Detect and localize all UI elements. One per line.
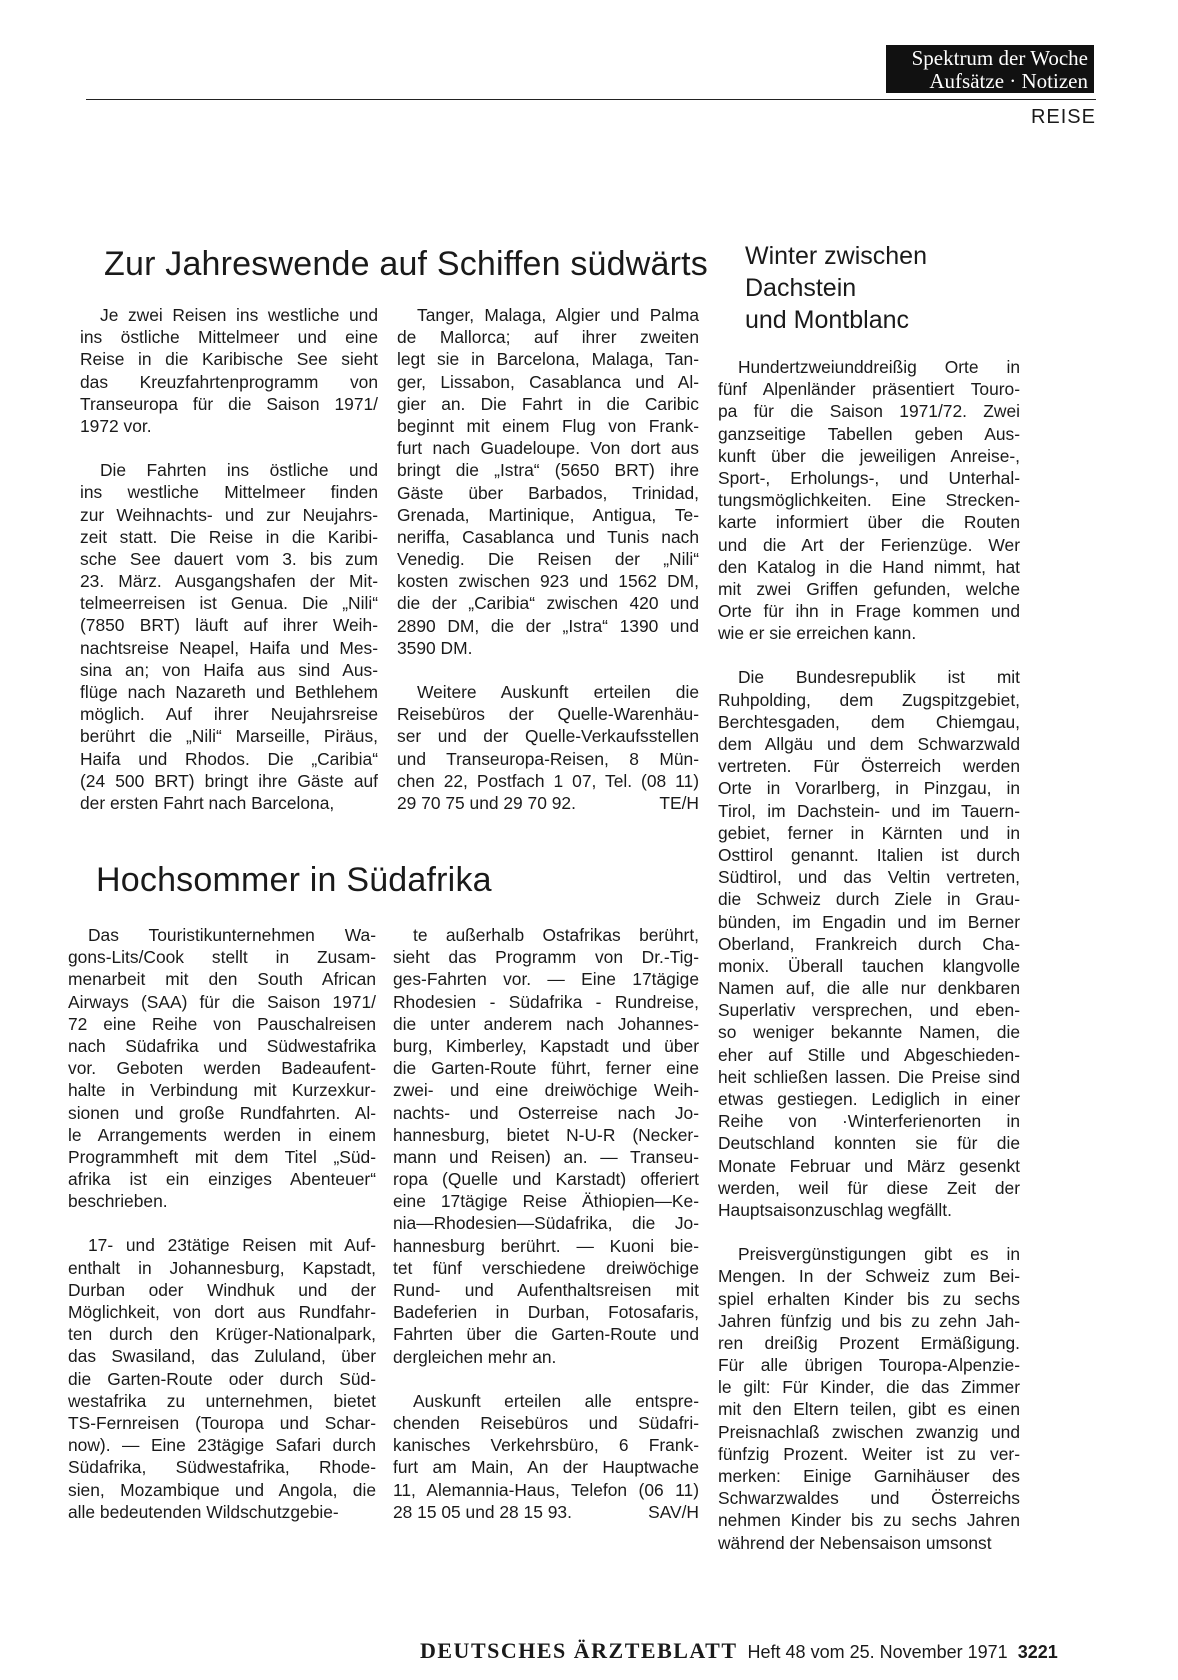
text-line: Programmheft mit dem Titel „Süd- — [68, 1146, 376, 1167]
text-line: Airways (SAA) für die Saison 1971/ — [68, 991, 376, 1012]
paragraph — [397, 304, 699, 659]
text-line: Die Fahrten ins östliche und — [100, 460, 378, 481]
text-line: ges-Fahrten vor. — Eine 17tägige — [393, 969, 699, 990]
text-line: berührt die „Nili“ Marseille, Piräus, — [80, 726, 378, 747]
text-line: Berchtesgaden, dem Chiemgau, — [718, 711, 1020, 732]
text-line: halte in Verbindung mit Kurzexkur- — [68, 1080, 376, 1101]
text-line: Möglichkeit, von dort aus Rundfahr- — [68, 1302, 376, 1322]
text-line: kanisches Verkehrsbüro, 6 Frank- — [393, 1435, 699, 1456]
article-title-winter — [745, 240, 927, 336]
text-line: während der Nebensaison umsonst — [718, 1532, 992, 1553]
text-line: spiel erhalten Kinder bis zu sechs — [718, 1288, 1020, 1309]
issue-info: Heft 48 vom 25. November 1971 — [747, 1642, 1008, 1662]
text-line: pa für die Saison 1971/72. Zwei — [718, 401, 1020, 422]
text-line: tet fünf verschiedene dreiwöchige — [393, 1257, 699, 1278]
text-line: furt am Main, An der Hauptwache — [393, 1457, 699, 1478]
text-line: ins östliche Mittelmeer und eine — [80, 327, 378, 348]
text-line: sina an; von Haifa aus sind Aus- — [80, 659, 378, 680]
paragraph — [80, 459, 378, 814]
text-line: mann und Reisen) an. — Transeu- — [393, 1146, 699, 1167]
text-line: zwei- und eine dreiwöchige Weih- — [393, 1080, 699, 1101]
text-line: gons-Lits/Cook stellt in Zusam- — [68, 947, 376, 968]
text-line: Durban oder Windhuk und der — [68, 1279, 376, 1300]
text-line: menarbeit mit den South African — [68, 969, 376, 990]
paragraph — [393, 924, 699, 1368]
text-line: und die Art der Ferienzüge. Wer — [718, 534, 1020, 555]
text-line: TS-Fernreisen (Touropa und Schar- — [68, 1412, 376, 1433]
text-line: monix. Überall tauchen klangvolle — [718, 955, 1020, 976]
text-line: Hundertzweiunddreißig Orte in — [738, 357, 1020, 377]
section-title: REISE — [1030, 106, 1096, 128]
paragraph — [393, 1390, 699, 1523]
article-title-winter-line: Dachstein — [745, 274, 857, 302]
text-line: Das Touristikunternehmen Wa- — [88, 925, 376, 945]
text-line: zur Weihnachts- und zur Neujahrs- — [80, 504, 378, 525]
text-line: Preisnachlaß zwischen zwanzig und — [718, 1421, 1020, 1442]
text-line: Südtirol, und das Veltin vertreten, — [718, 867, 1020, 888]
text-line: le Arrangements werden in einem — [68, 1124, 376, 1145]
text-line: Mengen. In der Schweiz zum Bei- — [718, 1266, 1020, 1287]
text-line: das Swasiland, das Zululand, über — [68, 1346, 376, 1367]
text-line: dem Allgäu und dem Schwarzwald — [718, 734, 1020, 754]
article-schiffe-col2 — [397, 304, 699, 814]
text-line: nia—Rhodesien—Südafrika, die Jo- — [393, 1213, 699, 1234]
text-line: so weniger bekannte Namen, die — [718, 1022, 1020, 1043]
text-line: ser und der Quelle-Verkaufsstellen — [397, 726, 699, 747]
paragraph — [80, 304, 378, 437]
text-line: 3590 DM. — [397, 637, 473, 658]
text-line: Tanger, Malaga, Algier und Palma — [417, 305, 699, 325]
text-line: möglich. Auf ihrer Neujahrsreise — [80, 704, 378, 725]
text-line: die Garten-Route führt, ferner eine — [393, 1058, 699, 1079]
text-line: Superlativ versprechen, und eben- — [718, 1000, 1020, 1021]
text-line: bünden, im Engadin und im Berner — [718, 911, 1020, 932]
text-line: ger, Lissabon, Casablanca und Al- — [397, 371, 699, 392]
text-line: vor. Geboten werden Badeaufent- — [68, 1058, 376, 1079]
text-line: Badeferien in Durban, Fotosafaris, — [393, 1302, 699, 1323]
text-line: Haifa und Rhodos. Die „Caribia“ — [80, 748, 378, 769]
text-line: neriffa, Casablanca und Tunis nach — [397, 526, 699, 547]
article-title-suedafrika: Hochsommer in Südafrika — [96, 861, 492, 899]
article-winter-col — [718, 356, 1020, 1554]
text-line: enthalt in Johannesburg, Kapstadt, — [68, 1257, 376, 1278]
text-line: Reise in die Karibische See sieht — [80, 349, 378, 370]
text-line: afrika ist ein einziges Abenteuer“ — [68, 1169, 376, 1190]
text-line: tungsmöglichkeiten. Eine Strecken- — [718, 490, 1020, 511]
text-line: fünfzig Prozent. Weiter ist zu ver- — [718, 1443, 1020, 1464]
text-line: 17- und 23tätige Reisen mit Auf- — [88, 1235, 376, 1256]
article-title-winter-line: Winter zwischen — [745, 242, 927, 270]
text-line: Weitere Auskunft erteilen die — [417, 682, 699, 702]
text-line: te außerhalb Ostafrikas berührt, — [413, 925, 699, 945]
text-line: sieht das Programm von Dr.-Tig- — [393, 947, 699, 968]
text-line: vertreten. Für Österreich werden — [718, 756, 1020, 777]
text-line: die Schweiz durch Ziele in Grau- — [718, 889, 1020, 910]
text-line: eher auf Stille und Abgeschieden- — [718, 1044, 1020, 1065]
text-line: Fahrten über die Garten-Route und — [393, 1324, 699, 1345]
text-line: burg, Kimberley, Kapstadt und über — [393, 1035, 699, 1056]
text-line: karte informiert über die Routen — [718, 512, 1020, 533]
text-line: telmeerreisen ist Genua. Die „Nili“ — [80, 593, 378, 614]
text-line: zeit statt. Die Reise in die Karibi- — [80, 526, 378, 547]
section-label-line2: Aufsätze · Notizen — [929, 69, 1088, 93]
text-line: merken: Einige Garnihäuser des — [718, 1466, 1020, 1486]
text-line: Venedig. Die Reisen der „Nili“ — [397, 549, 699, 570]
text-line: Namen auf, die alle nur denkbaren — [718, 978, 1020, 999]
text-line: chen 22, Postfach 1 07, Tel. (08 11) — [397, 770, 699, 791]
text-line: Hauptsaisonzuschlag wegfällt. — [718, 1199, 952, 1220]
text-line: ins westliche Mittelmeer finden — [80, 482, 378, 503]
paragraph — [68, 924, 376, 1212]
text-line: gier an. Die Fahrt in die Caribic — [397, 393, 699, 414]
text-line: sche See dauert vom 3. bis zum — [80, 548, 378, 569]
text-line: kosten zwischen 923 und 1562 DM, — [397, 571, 699, 592]
text-line: legt sie in Barcelona, Malaga, Tan- — [397, 349, 699, 370]
text-line: gebiet, ferner in Kärnten und in — [718, 822, 1020, 843]
text-line: wie er sie erreichen kann. — [718, 623, 917, 644]
text-line: sien, Mozambique und Angola, die — [68, 1479, 376, 1500]
paragraph — [718, 666, 1020, 1221]
author-signature: TE/H — [659, 792, 699, 813]
text-line: heit schließen lassen. Die Preise sind — [718, 1066, 1020, 1087]
text-line: Orte für ihn in Frage kommen und — [718, 601, 1020, 622]
paragraph — [397, 681, 699, 814]
text-line: Deutschland konnten sie für die — [718, 1133, 1020, 1154]
text-line: werden, weil für diese Zeit der — [718, 1177, 1020, 1198]
article-suedafrika-col1 — [68, 924, 376, 1523]
text-line: Je zwei Reisen ins westliche und — [100, 305, 378, 325]
text-line: sionen und große Rundfahrten. Al- — [68, 1102, 376, 1123]
text-line: 1972 vor. — [80, 415, 152, 436]
text-line: beginnt mit einem Flug von Frank- — [397, 415, 699, 436]
text-line: nachtsreise Neapel, Haifa und Mes- — [80, 637, 378, 658]
text-line: ropa (Quelle und Karstadt) offeriert — [393, 1169, 699, 1190]
text-line: Grenada, Martinique, Antigua, Te- — [397, 504, 699, 525]
text-line: Osttirol genannt. Italien ist durch — [718, 844, 1020, 865]
text-line: hannesburg berührt. — Kuoni bie- — [393, 1235, 699, 1256]
text-line: ten durch den Krüger-Nationalpark, — [68, 1324, 376, 1345]
article-schiffe-col1 — [80, 304, 378, 814]
text-line: 11, Alemannia-Haus, Telefon (06 11) — [393, 1479, 699, 1500]
text-line: furt nach Guadeloupe. Von dort aus — [397, 438, 699, 459]
text-line: Die Bundesrepublik ist mit — [738, 667, 1020, 688]
text-line: Sport-, Erholungs-, und Unterhal- — [718, 467, 1020, 488]
text-line: nachts- und Osterreise nach Jo- — [393, 1102, 699, 1123]
header-rule — [86, 99, 1096, 100]
text-line: Tirol, im Dachstein- und im Tauern- — [718, 800, 1020, 821]
text-line: nach Südafrika und Südwestafrika — [68, 1035, 376, 1056]
text-line: (7850 BRT) läuft auf ihrer Weih- — [80, 615, 378, 636]
text-line: mit den Eltern teilen, gibt es einen — [718, 1399, 1020, 1420]
text-line: 72 eine Reihe von Pauschalreisen — [68, 1013, 376, 1034]
text-line: ganzseitige Tabellen geben Aus- — [718, 423, 1020, 444]
paragraph — [718, 356, 1020, 644]
text-line: Rhodesien - Südafrika - Rundreise, — [393, 991, 699, 1012]
text-line: Reisebüros der Quelle-Warenhäu- — [397, 704, 699, 725]
text-line: (24 500 BRT) bringt ihre Gäste auf — [80, 770, 378, 791]
author-signature: SAV/H — [648, 1501, 699, 1522]
text-line: bringt die „Istra“ (5650 BRT) ihre — [397, 460, 699, 481]
text-line: Ruhpolding, dem Zugspitzgebiet, — [718, 689, 1020, 710]
text-line: die unter anderem nach Johannes- — [393, 1013, 699, 1034]
text-line: etwas gestiegen. Lediglich in einer — [718, 1089, 1020, 1109]
text-line: Reihe von ·Winterferienorten in — [718, 1111, 1020, 1132]
text-line: Schwarzwaldes und Österreichs — [718, 1488, 1020, 1509]
text-line: 2890 DM, die der „Istra“ 1390 und — [397, 615, 699, 636]
text-line: ren dreißig Prozent Ermäßigung. — [718, 1332, 1020, 1353]
text-line: Monate Februar und März gesenkt — [718, 1155, 1020, 1176]
text-line: den Katalog in die Hand nimmt, hat — [718, 556, 1020, 577]
paragraph — [718, 1243, 1020, 1554]
text-line: mit zwei Griffen gefunden, welche — [718, 578, 1020, 599]
page-footer — [420, 1638, 1058, 1664]
text-line: fünf Alpenländer präsentiert Touro- — [718, 379, 1020, 400]
text-line: Gäste über Barbados, Trinidad, — [397, 482, 699, 503]
text-line: 28 15 05 und 28 15 93. SAV/H — [393, 1501, 699, 1522]
page-number: 3221 — [1017, 1642, 1058, 1662]
text-line: 29 70 75 und 29 70 92. TE/H — [397, 792, 699, 813]
section-label-box — [886, 45, 1094, 93]
text-line: Preisvergünstigungen gibt es in — [738, 1244, 1020, 1265]
text-line: eine 17tägige Reise Äthiopien—Ke- — [393, 1191, 699, 1212]
text-line: und Transeuropa-Reisen, 8 Mün- — [397, 748, 699, 769]
text-line: beschrieben. — [68, 1191, 168, 1212]
text-line: dergleichen mehr an. — [393, 1346, 557, 1367]
text-line: westafrika zu unternehmen, bietet — [68, 1390, 376, 1411]
text-line: Für alle übrigen Touropa-Alpenzie- — [718, 1355, 1020, 1376]
text-line: now). — Eine 23tägige Safari durch — [68, 1435, 376, 1456]
text-line: das Kreuzfahrtenprogramm von — [80, 371, 378, 392]
text-line: alle bedeutenden Wildschutzgebie- — [68, 1501, 339, 1522]
journal-masthead: DEUTSCHES ÄRZTEBLATT — [420, 1638, 738, 1663]
article-title-schiffe: Zur Jahreswende auf Schiffen südwärts — [104, 245, 708, 283]
text-line: le gilt: Für Kinder, die das Zimmer — [718, 1377, 1020, 1398]
text-line: Jahren fünfzig und bis zu zehn Jah- — [718, 1310, 1020, 1331]
text-line: der ersten Fahrt nach Barcelona, — [80, 792, 335, 813]
text-line: Südafrika, Südwestafrika, Rhode- — [68, 1457, 376, 1478]
text-line: kunft über die jeweiligen Anreise-, — [718, 445, 1020, 466]
text-line: hannesburg, bietet N-U-R (Necker- — [393, 1124, 699, 1145]
article-suedafrika-col2 — [393, 924, 699, 1523]
text-line: Transeuropa für die Saison 1971/ — [80, 393, 378, 414]
article-title-winter-line: und Montblanc — [745, 306, 910, 334]
text-line: flüge nach Nazareth und Bethlehem — [80, 682, 378, 702]
text-line: chenden Reisebüros und Südafri- — [393, 1412, 699, 1433]
text-line: Auskunft erteilen alle entspre- — [413, 1390, 699, 1411]
text-line: nehmen Kinder bis zu sechs Jahren — [718, 1510, 1020, 1531]
section-label-line1: Spektrum der Woche — [911, 46, 1088, 70]
text-line: Oberland, Frankreich durch Cha- — [718, 933, 1020, 954]
text-line: 23. März. Ausgangshafen der Mit- — [80, 571, 378, 592]
text-line: Orte in Vorarlberg, in Pinzgau, in — [718, 778, 1020, 799]
text-line: die Garten-Route oder durch Süd- — [68, 1368, 376, 1389]
text-line: die der „Caribia“ zwischen 420 und — [397, 593, 699, 614]
text-line: de Mallorca; auf ihrer zweiten — [397, 327, 699, 348]
text-line: Rund- und Aufenthaltsreisen mit — [393, 1280, 699, 1300]
paragraph — [68, 1234, 376, 1522]
